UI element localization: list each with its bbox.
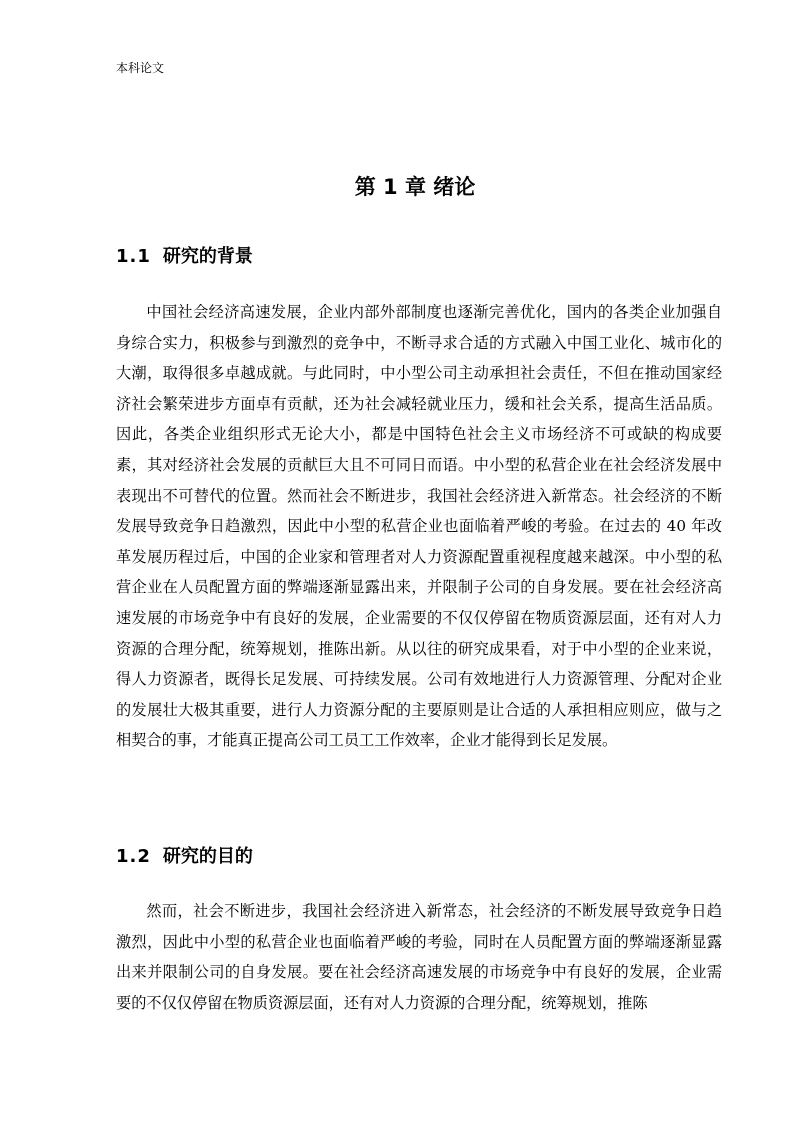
section-number: 1.2 bbox=[116, 846, 151, 867]
section-heading-background bbox=[116, 244, 253, 270]
section-heading-purpose bbox=[116, 844, 253, 870]
paragraph-purpose: 然而，社会不断进步，我国社会经济进入新常态，社会经济的不断发展导致竞争日趋激烈，因此中小型的私营企业也面临着严峻的考验，同时在人员配置方面的弊端逐渐显露出来并限制公司的自身发展。要在社会经济高速发展的市场竞争中有良好的发展，企业需要的不仅仅停留在物质资源层面，还有对人力资源的合理分配，统筹规划，推陈 bbox=[116, 902, 722, 1012]
section-title: 研究的目的 bbox=[162, 846, 253, 867]
section-title: 研究的背景 bbox=[162, 246, 253, 267]
running-header: 本科论文 bbox=[116, 61, 165, 75]
chapter-title: 第 1 章 绪论 bbox=[354, 175, 476, 199]
section-number: 1.1 bbox=[116, 246, 151, 267]
paragraph-background: 中国社会经济高速发展，企业内部外部制度也逐渐完善优化，国内的各类企业加强自身综合实力，积极参与到激烈的竞争中，不断寻求合适的方式融入中国工业化、城市化的大潮，取得很多卓越成就。与此同时，中小型公司主动承担社会责任，不但在推动国家经济社会繁荣进步方面卓有贡献，还为社会减轻就业压力，缓和社会关系，提高生活品质。因此，各类企业组织形式无论大小，都是中国特色社会主义市场经济不可或缺的构成要素，其对经济社会发展的贡献巨大且不可同日而语。中小型的私营企业在社会经济发展中表现出不可替代的位置。然而社会不断进步，我国社会经济进入新常态。社会经济的不断发展导致竞争日趋激烈，因此中小型的私营企业也面临着严峻的考验。在过去的 40 年改革发展历程过后，中国的企业家和管理者对人力资源配置重视程度越来越深。中小型的私营企业在人员配置方面的弊端逐渐显露出来，并限制子公司的自身发展。要在社会经济高速发展的市场竞争中有良好的发展，企业需要的不仅仅停留在物质资源层面，还有对人力资源的合理分配，统筹规划，推陈出新。从以往的研究成果看，对于中小型的企业来说，得人力资源者，既得长足发展、可持续发展。公司有效地进行人力资源管理、分配对企业的发展壮大极其重要，进行人力资源分配的主要原则是让合适的人承担相应则应，做与之相契合的事，才能真正提高公司工员工工作效率，企业才能得到长足发展。 bbox=[116, 303, 722, 750]
